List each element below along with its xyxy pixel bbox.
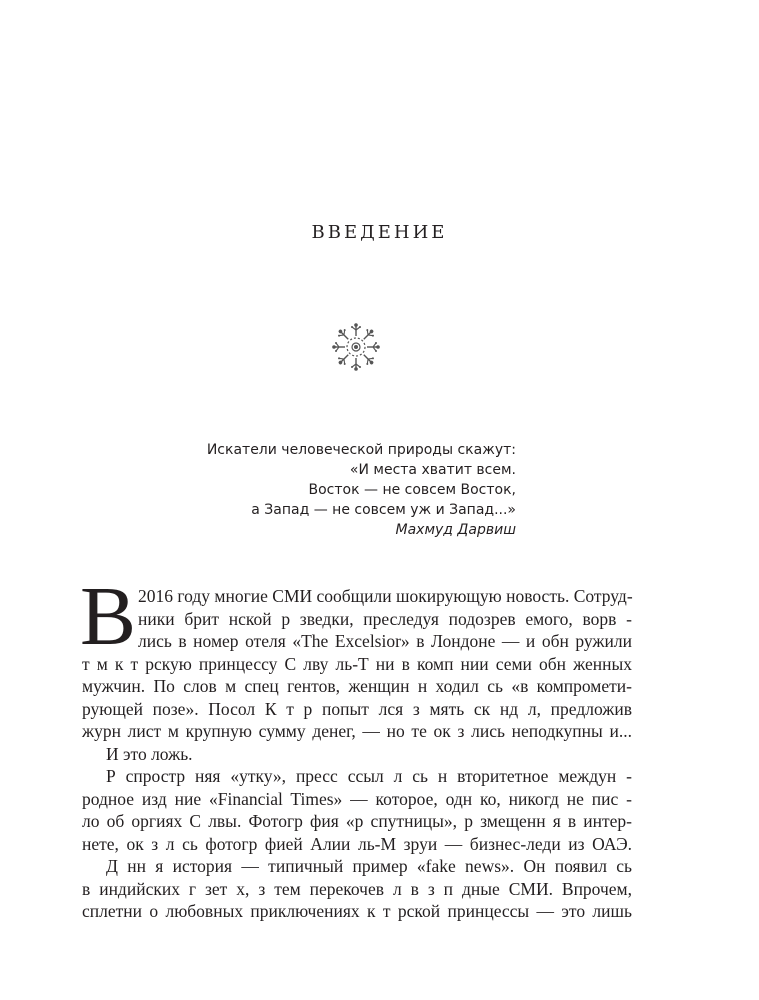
body-line: рующей позе». Посол К т р попыт лся з мять ск нд л, предложив [82, 698, 632, 719]
epigraph-line: Восток — не совсем Восток, [308, 482, 516, 498]
body-line: сплетни о любовных приключениях к т рской принцессы — это лишь [82, 901, 632, 921]
body-line: И это ложь. [106, 743, 193, 764]
body-line: в индийских г зет х, з тем перекочев л в з п дные СМИ. Впрочем, [82, 878, 632, 899]
epigraph-line: «И места хватит всем. [349, 462, 516, 478]
body-line: лись в номер отеля «The Excelsior» в Лондоне — и обн ружили [138, 631, 632, 651]
body-line: Р спростр няя «утку», пресс ссыл л сь н вторитетное междун - [106, 766, 632, 786]
chapter-title: ВВЕДЕНИЕ [311, 222, 448, 243]
epigraph-author: Махмуд Дарвиш [395, 522, 516, 538]
body-line: родное изд ние «Financial Times» — которое, одн ко, никогд не пис - [82, 788, 632, 809]
body-line: журн лист м крупную сумму денег, — но те ок з лись неподкупны и... [82, 721, 632, 741]
body-line: ники брит нской р зведки, преследуя подозрев емого, ворв - [138, 608, 632, 629]
epigraph-line: Искатели человеческой природы скажут: [206, 442, 516, 458]
epigraph [150, 440, 516, 540]
body-line: Д нн я история — типичный пример «fake news». Он появил сь [106, 856, 632, 876]
body-text [82, 585, 632, 923]
snowflake-ornament-icon [331, 322, 381, 372]
epigraph-line: а Запад — не совсем уж и Запад...» [251, 502, 516, 518]
body-line: ло об оргиях С лвы. Фотогр фия «р спутницы», р змещенн я в интер- [82, 811, 632, 831]
drop-cap: В [80, 570, 137, 663]
body-line: мужчин. По слов м спец гентов, женщин н ходил сь «в компромети- [82, 676, 632, 696]
body-line: нете, ок з л сь фотогр фией Алии ль-М зруи — бизнес-леди из ОАЭ. [82, 833, 632, 854]
body-line: 2016 году многие СМИ сообщили шокирующую новость. Сотруд- [138, 586, 633, 606]
body-line: т м к т рскую принцессу С лву ль-Т ни в комп нии семи обн женных [82, 653, 632, 674]
